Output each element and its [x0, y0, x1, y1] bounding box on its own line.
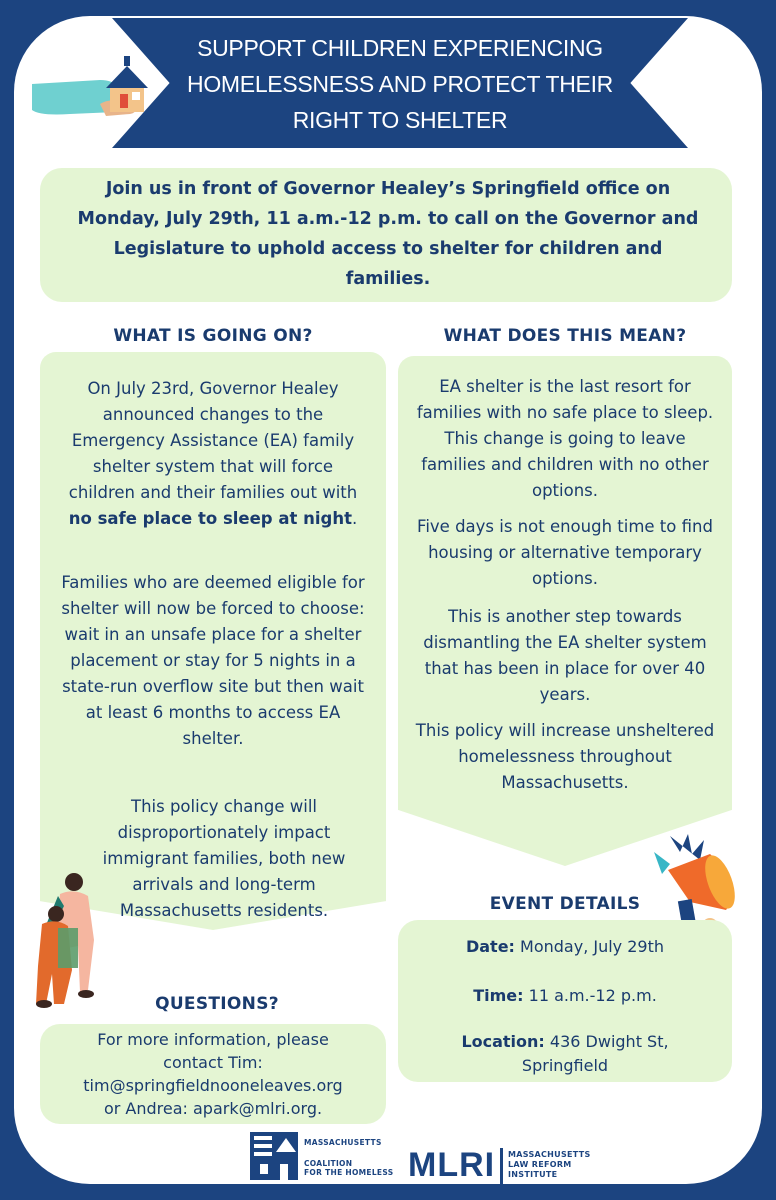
right-paragraph-4: This policy will increase unsheltered homelessness throughout Massachusetts. — [415, 721, 715, 792]
family-hug-icon — [28, 870, 114, 1010]
what-does-this-mean-heading: WHAT DOES THIS MEAN? — [443, 326, 687, 346]
mlri-divider — [500, 1148, 503, 1184]
event-time-value: 11 a.m.-12 p.m. — [523, 986, 657, 1005]
event-location-value: 436 Dwight St, — [544, 1032, 669, 1051]
left-p1-text: On July 23rd, Governor Healey announced changes to the Emergency Assistance (EA) family shelter system that will force children and their families out with — [68, 379, 358, 502]
mlri-logo-mark: MLRI — [408, 1146, 496, 1184]
mlri-line2: LAW REFORM — [508, 1160, 572, 1169]
questions-line1: For more information, please — [97, 1030, 329, 1049]
left-paragraph-3: This policy change will disproportionately impact immigrant families, both new arrivals and long-term Massachusetts residents. — [102, 797, 346, 920]
banner-title-line1: SUPPORT CHILDREN EXPERIENCING — [197, 35, 603, 61]
mch-line2: COALITION — [304, 1159, 353, 1168]
event-date — [398, 935, 732, 959]
intro-line4: families. — [345, 269, 431, 289]
contact-email-tim[interactable]: tim@springfieldnooneleaves.org — [83, 1076, 343, 1095]
event-time-label: Time: — [473, 986, 524, 1005]
mlri-line1: MASSACHUSETTS — [508, 1150, 591, 1159]
hand-house-icon — [30, 50, 148, 130]
what-is-going-on-heading: WHAT IS GOING ON? — [113, 326, 313, 346]
mch-logo-text — [304, 1138, 393, 1177]
right-paragraph-3: This is another step towards dismantling the EA shelter system that has been in place for over 40 years. — [423, 607, 707, 704]
right-paragraph-2: Five days is not enough time to find housing or alternative temporary options. — [417, 517, 713, 588]
mch-line3: FOR THE HOMELESS — [304, 1168, 394, 1177]
questions-line2: contact Tim: — [163, 1053, 263, 1072]
questions-text — [44, 1028, 382, 1120]
intro-line1: Join us in front of Governor Healey’s Springfield office on — [105, 179, 671, 199]
right-paragraph-1: EA shelter is the last resort for families with no safe place to sleep. This change is going to leave families and children with no other options. — [416, 377, 714, 500]
event-date-label: Date: — [465, 937, 515, 956]
event-location-city: Springfield — [521, 1056, 609, 1075]
event-time — [398, 984, 732, 1008]
banner-title-line3: RIGHT TO SHELTER — [292, 107, 508, 133]
left-paragraph-2: Families who are deemed eligible for shelter will now be forced to choose: wait in an unsafe place for a shelter placement or stay for 5 nights in a state-run overflow site but then wait at least 6 months to access EA shelter. — [61, 573, 365, 748]
left-p1-bold: no safe place to sleep at night — [68, 509, 352, 528]
mlri-line3: INSTITUTE — [508, 1170, 558, 1179]
mch-logo-icon — [250, 1132, 300, 1182]
mch-line1: MASSACHUSETTS — [304, 1138, 382, 1147]
banner-title-line2: HOMELESSNESS AND PROTECT THEIR — [187, 71, 613, 97]
intro-line2: Monday, July 29th, 11 a.m.-12 p.m. to call on the Governor and — [77, 209, 699, 229]
intro-line3: Legislature to uphold access to shelter for children and — [113, 239, 663, 259]
event-location-label: Location: — [461, 1032, 545, 1051]
event-location — [398, 1030, 732, 1054]
contact-email-andrea: or Andrea: apark@mlri.org. — [103, 1099, 323, 1118]
left-paragraph-1 — [58, 376, 368, 532]
intro-text — [60, 174, 716, 294]
questions-heading: QUESTIONS? — [155, 994, 279, 1014]
event-details-heading: EVENT DETAILS — [489, 894, 641, 914]
banner-title — [130, 30, 670, 138]
left-p1-end: . — [351, 509, 358, 528]
event-date-value: Monday, July 29th — [514, 937, 665, 956]
mlri-logo-text — [508, 1150, 591, 1180]
